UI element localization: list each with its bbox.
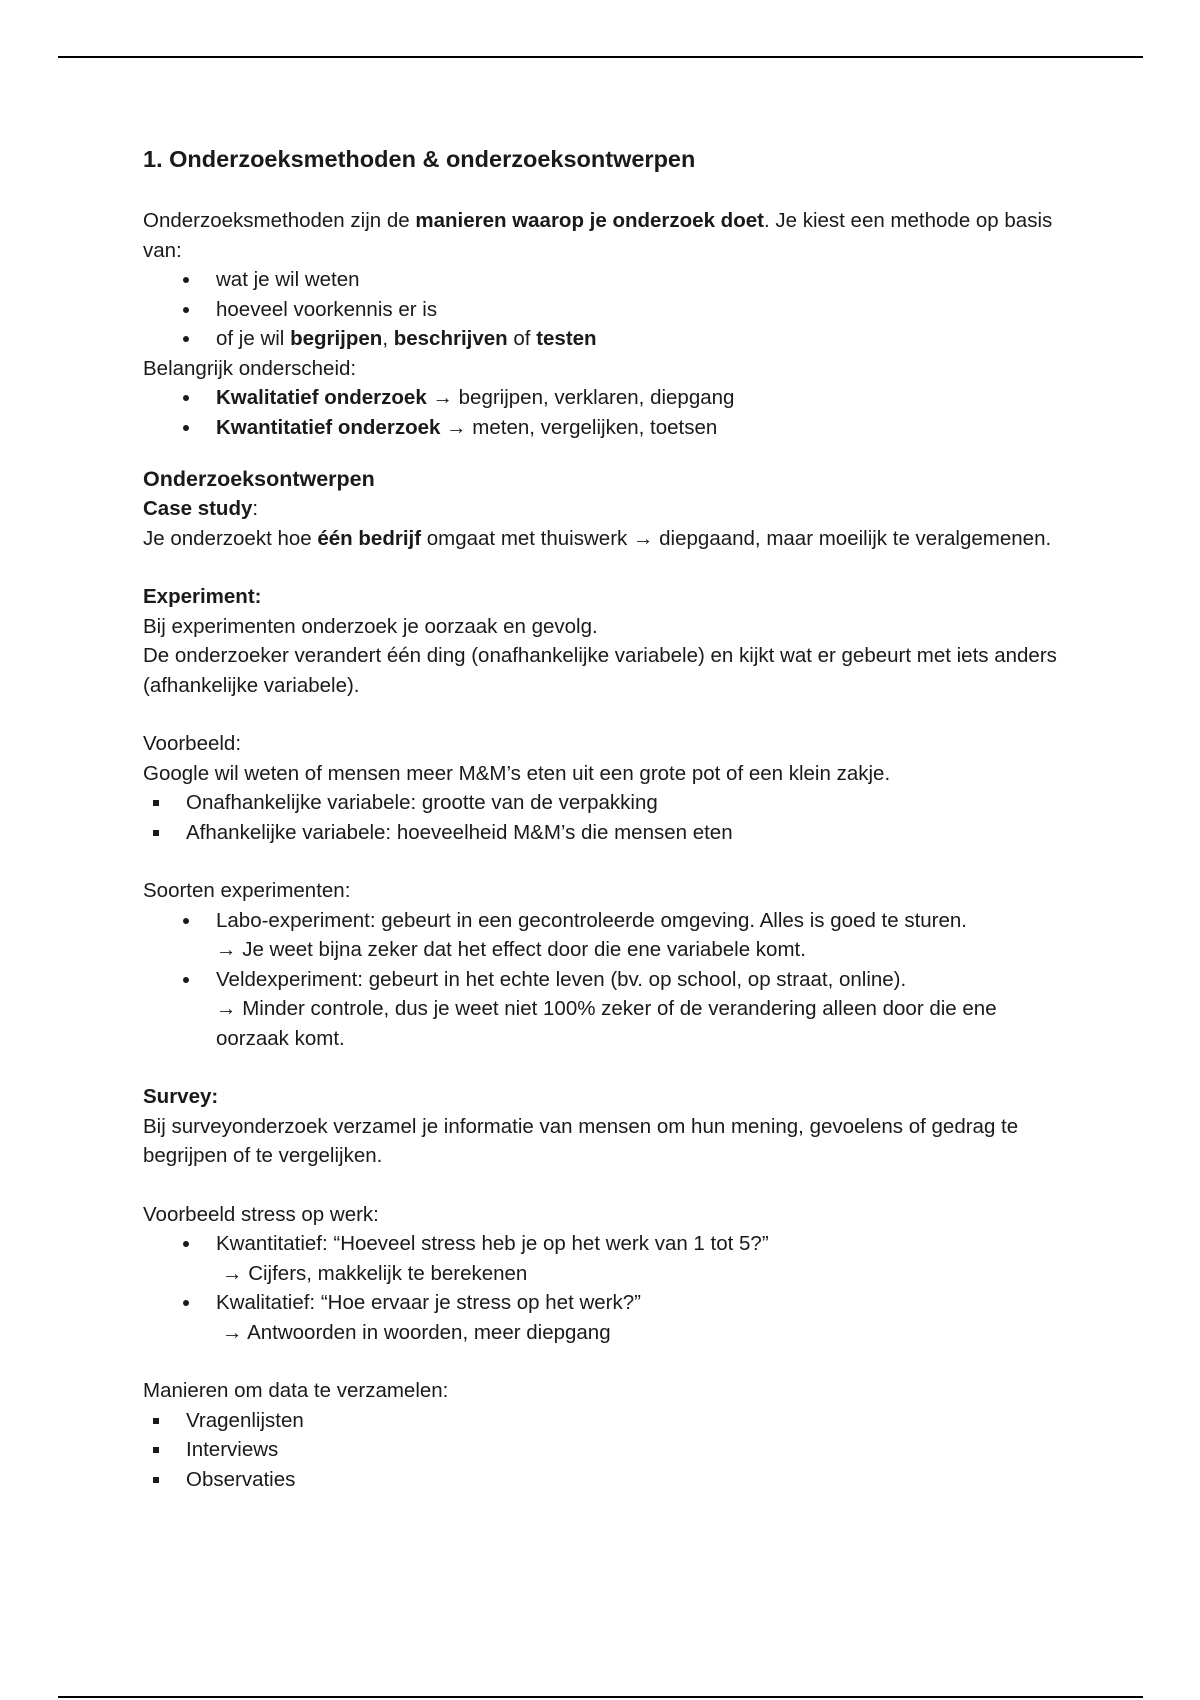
document-body	[143, 142, 1073, 1494]
distinction-list	[143, 383, 1073, 442]
list-item: Afhankelijke variabele: hoeveelheid M&M’s die mensen eten	[143, 818, 1073, 848]
header-rule	[58, 56, 1143, 58]
experiment-line-2: De onderzoeker verandert één ding (onafhankelijke variabele) en kijkt wat er gebeurt met iets anders (afhankelijke variabele).	[143, 644, 1057, 697]
methods-label: Manieren om data te verzamelen:	[143, 1379, 449, 1402]
list-item: Kwalitatief onderzoek → begrijpen, verklaren, diepgang	[143, 383, 1073, 413]
example-label: Voorbeeld:	[143, 732, 242, 755]
list-item: hoeveel voorkennis er is	[143, 295, 1073, 325]
types-label: Soorten experimenten:	[143, 879, 351, 902]
list-item: Observaties	[143, 1465, 1073, 1495]
list-item: Onafhankelijke variabele: grootte van de verpakking	[143, 788, 1073, 818]
methods-list	[143, 1406, 1073, 1495]
case-study-text: Je onderzoekt hoe één bedrijf omgaat met thuiswerk → diepgaand, maar moeilijk te veralgemenen.	[143, 526, 1052, 550]
case-study-label: Case study:	[143, 497, 259, 520]
experiment-types-list	[143, 906, 1073, 1054]
list-item: Interviews	[143, 1435, 1073, 1465]
designs-heading: Onderzoeksontwerpen	[143, 467, 375, 491]
survey-examples-list	[143, 1229, 1073, 1347]
list-item: Vragenlijsten	[143, 1406, 1073, 1436]
survey-label: Survey:	[143, 1085, 219, 1108]
survey-example-label: Voorbeeld stress op werk:	[143, 1202, 379, 1226]
example-text: Google wil weten of mensen meer M&M’s eten uit een grote pot of een klein zakje.	[143, 761, 891, 785]
experiment-line-1: Bij experimenten onderzoek je oorzaak en gevolg.	[143, 614, 598, 638]
list-item: Veldexperiment: gebeurt in het echte leven (bv. op school, op straat, online). → Minder controle, dus je weet niet 100% zeker of de verandering alleen door die ene oorzaak komt.	[143, 965, 1073, 1054]
list-item: of je wil begrijpen, beschrijven of testen	[143, 324, 1073, 354]
variables-list	[143, 788, 1073, 847]
basis-list	[143, 265, 1073, 354]
experiment-label: Experiment:	[143, 585, 262, 608]
list-item: Kwantitatief: “Hoeveel stress heb je op het werk van 1 tot 5?” → Cijfers, makkelijk te berekenen	[143, 1229, 1073, 1288]
list-item: Kwalitatief: “Hoe ervaar je stress op het werk?” → Antwoorden in woorden, meer diepgang	[143, 1288, 1073, 1347]
intro-paragraph: Onderzoeksmethoden zijn de manieren waarop je onderzoek doet. Je kiest een methode op basis van:	[143, 209, 1053, 262]
footer-rule	[58, 1696, 1143, 1698]
list-item: Kwantitatief onderzoek → meten, vergelijken, toetsen	[143, 413, 1073, 443]
section-heading: 1. Onderzoeksmethoden & onderzoeksontwerpen	[143, 146, 696, 172]
survey-text: Bij surveyonderzoek verzamel je informatie van mensen om hun mening, gevoelens of gedrag te begrijpen of te vergelijken.	[143, 1114, 1019, 1167]
list-item: wat je wil weten	[143, 265, 1073, 295]
list-item: Labo-experiment: gebeurt in een gecontroleerde omgeving. Alles is goed te sturen. → Je weet bijna zeker dat het effect door die ene variabele komt.	[143, 906, 1073, 965]
distinction-label: Belangrijk onderscheid:	[143, 356, 357, 380]
